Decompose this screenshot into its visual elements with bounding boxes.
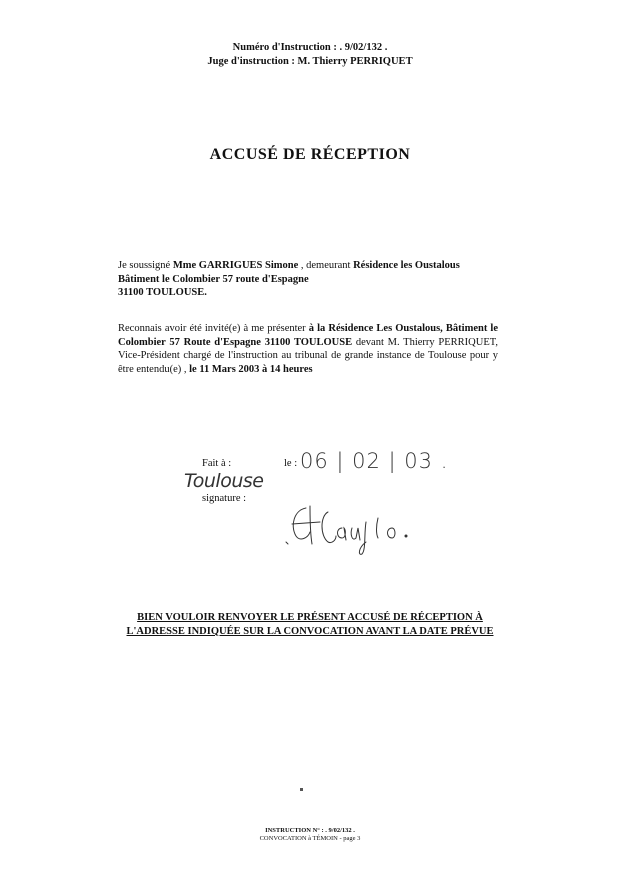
ack-date-time: le 11 Mars 2003 à 14 heures xyxy=(189,363,313,375)
declarant-block xyxy=(118,259,498,300)
ack-place: à la Résidence Les Oustalous, Bâtiment le Colombier 57 Route d'Espagne 31100 TOULOUSE xyxy=(118,323,498,348)
page-title: ACCUSÉ DE RÉCEPTION xyxy=(209,146,411,163)
address-line-1: Résidence les Oustalous xyxy=(353,260,460,271)
address-line-3: 31100 TOULOUSE. xyxy=(118,287,207,298)
acknowledgement-paragraph xyxy=(118,322,498,376)
handwritten-date: 06 | 02 | 03 . xyxy=(300,449,449,473)
scan-mark xyxy=(300,788,303,791)
handwritten-place: Toulouse xyxy=(184,470,264,492)
ack-text-2: devant M. Thierry PERRIQUET, Vice-Président chargé de l'instruction au tribunal de grande instance de Toulouse pour y être entendu(e) , xyxy=(118,336,498,375)
footer-page: CONVOCATION à TÉMOIN - page 3 xyxy=(259,835,361,842)
fait-label: Fait à : xyxy=(202,458,232,469)
le-label: le : xyxy=(284,458,298,469)
notice-line-1: BIEN VOULOIR RENVOYER LE PRÉSENT ACCUSÉ DE RÉCEPTION À xyxy=(137,612,483,623)
ack-text-1: Reconnais avoir été invité(e) à me présenter xyxy=(118,323,309,334)
signature-label: signature : xyxy=(202,493,247,504)
handwritten-signature xyxy=(280,498,440,558)
footer-instruction: INSTRUCTION N° : . 9/02/132 . xyxy=(265,827,355,834)
instruction-number: Numéro d'Instruction : . 9/02/132 . xyxy=(232,42,388,53)
declarant-residing: , demeurant xyxy=(298,260,354,271)
notice-line-2: L'ADRESSE INDIQUÉE SUR LA CONVOCATION AVANT LA DATE PRÉVUE xyxy=(126,626,494,637)
declarant-intro: Je soussigné xyxy=(118,260,173,271)
judge-name: Juge d'instruction : M. Thierry PERRIQUET xyxy=(207,56,413,67)
declarant-name: Mme GARRIGUES Simone xyxy=(172,260,299,271)
address-line-2: Bâtiment le Colombier 57 route d'Espagne xyxy=(118,273,309,285)
